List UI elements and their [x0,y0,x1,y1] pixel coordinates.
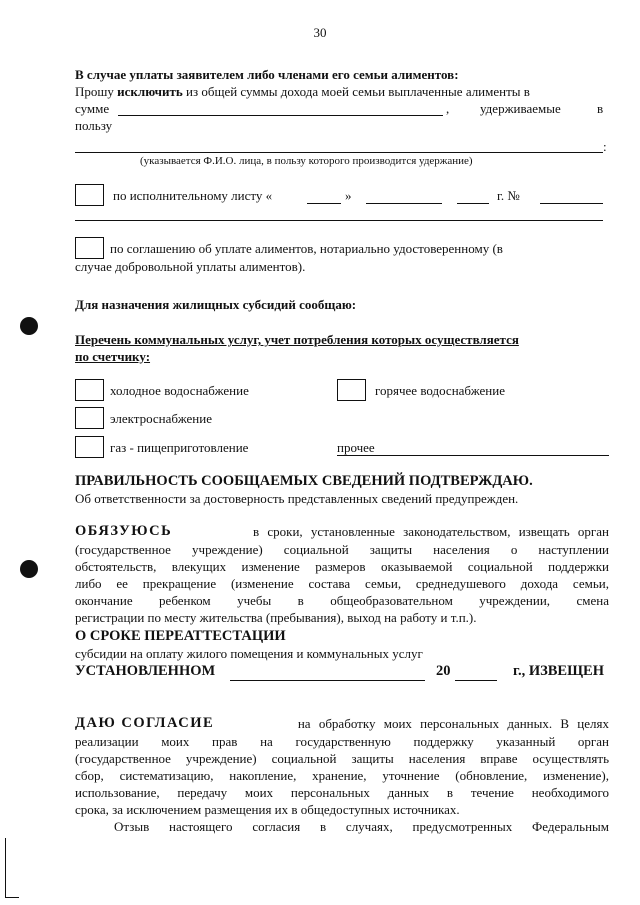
colon: : [603,139,607,154]
obligation-text: либо ее прекращение (изменение состава семьи, среднедушевого дохода семьи, [75,576,609,591]
confirm-text: Об ответственности за достоверность представленных сведений предупрежден. [75,491,519,506]
recert-date-field[interactable] [230,680,425,681]
consent-text: использование, передачу моих персональных данных в течение необходимого [75,785,609,800]
writ-year-field[interactable] [457,203,489,204]
in-label: в [597,101,604,116]
page-number: 30 [313,25,327,40]
writ-month-field[interactable] [366,203,442,204]
subsidy-heading: Для назначения жилищных субсидий сообщаю: [75,297,357,312]
punch-hole-mark [20,560,38,578]
consent-text: срока, за исключением размещения их в общедоступных источниках. [75,802,460,817]
electricity-checkbox[interactable] [75,407,104,429]
request-text-rest: из общей суммы дохода моей семьи выплаченные алименты в [182,84,530,99]
consent-text: на обработку моих персональных данных. В целях [297,716,609,731]
withheld-label: удерживаемые [480,101,561,116]
quote-close: » [345,188,352,203]
punch-hole-mark [20,317,38,335]
writ-number-label: г. № [497,188,520,203]
consent-word: ДАЮ СОГЛАСИЕ [75,715,215,731]
agreement-checkbox[interactable] [75,237,104,259]
hot-water-checkbox[interactable] [337,379,366,401]
year-prefix: 20 [436,663,451,679]
obligation-text: обстоятельств, влекущих изменение размеров оказываемой социальной поддержки [75,559,609,574]
writ-number-field[interactable] [540,203,603,204]
confirm-heading: ПРАВИЛЬНОСТЬ СООБЩАЕМЫХ СВЕДЕНИЙ ПОДТВЕРЖДАЮ. [75,473,533,489]
other-field[interactable] [337,455,609,456]
sum-label: сумме [75,101,110,116]
binding-edge [5,838,6,898]
consent-text: (государственное учреждение) социальной защиты населения вправе осуществлять [75,751,609,766]
hot-water-label: горячее водоснабжение [375,383,505,398]
recert-year-field[interactable] [455,680,497,681]
gas-label: газ - пищеприготовление [110,440,249,455]
writ-extra-field[interactable] [75,220,603,221]
electricity-label: электроснабжение [110,411,212,426]
obligation-text: в сроки, установленные законодательством, извещать орган [253,524,609,539]
consent-text: сбор, систематизацию, накопление, хранение, уточнение (обновление, изменение), [75,768,609,783]
meters-heading: Перечень коммунальных услуг, учет потребления которых осуществляется [75,332,519,347]
agreement-text-cont: случае добровольной уплаты алиментов). [75,259,306,274]
recert-heading: О СРОКЕ ПЕРЕАТТЕСТАЦИИ [75,628,286,644]
other-label: прочее [337,440,375,455]
gas-checkbox[interactable] [75,436,104,458]
obligation-line [75,523,609,540]
consent-text: реализации моих прав на государственную поддержку указанный орган [75,734,609,749]
beneficiary-name-field[interactable] [75,152,603,153]
meters-heading-cont: по счетчику: [75,349,151,364]
cold-water-label: холодное водоснабжение [110,383,249,398]
writ-checkbox[interactable] [75,184,104,206]
recert-subline: субсидии на оплату жилого помещения и коммунальных услуг [75,646,423,661]
beneficiary-caption: (указывается Ф.И.О. лица, в пользу которого производится удержание) [140,155,473,167]
informed-label: г., ИЗВЕЩЕН [513,663,604,679]
obligation-text: (государственное учреждение) социальной защиты населения о наступлении [75,542,609,557]
consent-text: Отзыв настоящего согласия в случаях, предусмотренных Федеральным [114,819,609,834]
cold-water-checkbox[interactable] [75,379,104,401]
obligation-text: окончание ребенком учебы в общеобразовательном учреждении, смена [75,593,609,608]
consent-line [75,715,609,732]
alimony-heading: В случае уплаты заявителем либо членами его семьи алиментов: [75,67,459,82]
established-label: УСТАНОВЛЕННОМ [75,663,216,679]
alimony-request-text [75,83,530,100]
binding-edge [5,897,19,898]
sum-field[interactable] [118,115,443,116]
obligation-word: ОБЯЗУЮСЬ [75,523,173,539]
writ-label: по исполнительному листу « [113,188,273,203]
agreement-text: по соглашению об уплате алиментов, нотариально удостоверенному (в [110,241,503,256]
obligation-text: регистрации по месту жительства (пребывания), выход на работу и т.п.). [75,610,477,625]
writ-day-field[interactable] [307,203,341,204]
favor-label: пользу [75,118,113,133]
comma: , [446,101,450,116]
request-text: Прошу [75,84,118,99]
exclude-word: исключить [117,84,183,99]
